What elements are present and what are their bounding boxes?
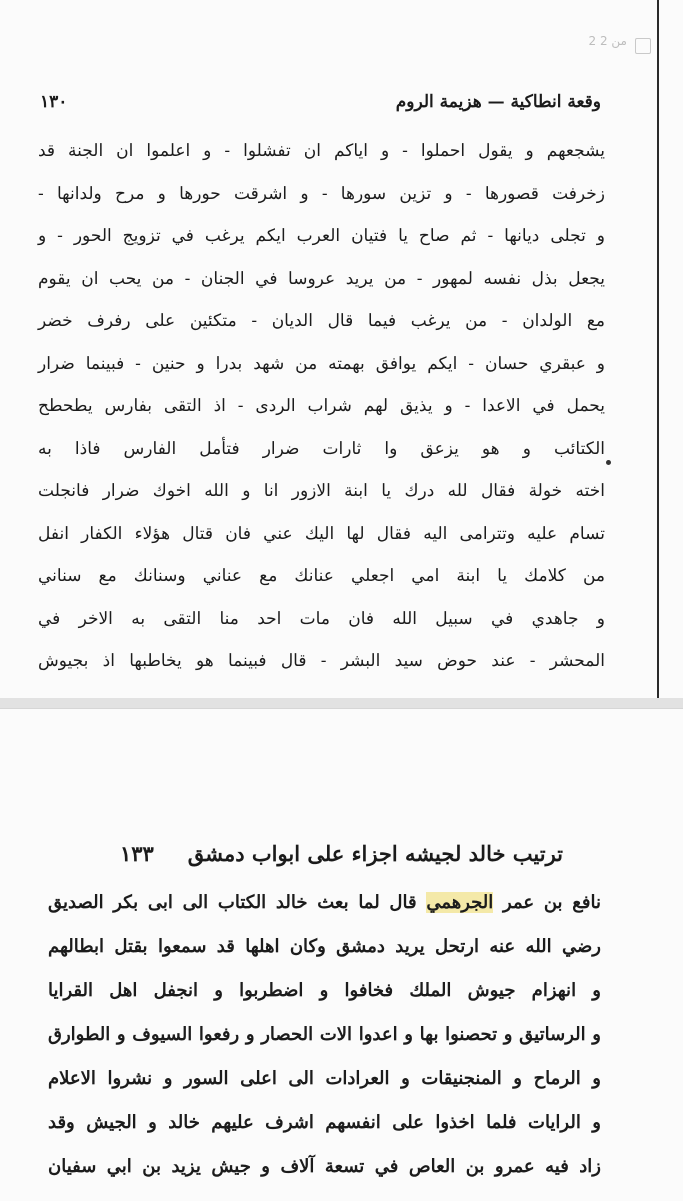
window-icon [635, 38, 651, 54]
text-line: و الرايات فلما اخذوا على انفسهم اشرف عليهم خالد و الجيش وقد [48, 1112, 601, 1133]
page-separator [0, 698, 683, 708]
page-number: ١٣٣ [120, 841, 154, 866]
text-line: تسام عليه وتترامى اليه فقال لها اليك عني فان قتال هؤلاء الكفار انفل [38, 523, 605, 544]
text-line: رضي الله عنه ارتحل يريد دمشق وكان اهلها قد سمعوا بقتل ابطالهم [48, 936, 601, 957]
text-line: و جاهدي في سبيل الله فان مات احد منا التقى به الاخر في [38, 608, 605, 629]
running-title: وقعة انطاكية — هزيمة الروم [395, 92, 601, 112]
text-line: و انهزام جيوش الملك فخافوا و اضطربوا و انجفل اهل القرايا [48, 980, 601, 1001]
text-line: و عبقري حسان - ايكم يوافق بهمته من شهد بدرا و حنين - فبينما ضرار [38, 353, 605, 374]
text-line: و الرساتيق و تحصنوا بها و اعدوا الات الحصار و رفعوا السيوف و الطوارق [48, 1024, 601, 1045]
text-line [48, 881, 601, 925]
text-line: المحشر - عند حوض سيد البشر - قال فبينما هو يخاطبها اذ بجيوش [38, 651, 605, 671]
text-line: و الرماح و المنجنيقات و العرادات الى اعلى السور و نشروا الاعلام [48, 1068, 601, 1089]
margin-mark [606, 460, 611, 465]
text-line: و تجلى ديانها - ثم صاح يا فتيان العرب ايكم يرغب في تزويج الحور - و [38, 226, 605, 246]
running-title: ترتيب خالد لجيشه اجزاء على ابواب دمشق [187, 841, 563, 866]
text-line: مع الولدان - من يرغب فيما قال الديان - متكئين على رفرف خضر [38, 311, 605, 331]
highlighted-word: الجرهمي [426, 892, 494, 913]
line-start: نافع بن عمر [503, 892, 601, 913]
top-page-body [38, 130, 605, 683]
text-line: يحمل في الاعدا - و يذيق لهم شراب الردى - اذ التقى بفارس يطحطح [38, 396, 605, 416]
page-counter: 2 من 2 [588, 34, 627, 48]
text-line: من كلامك يا ابنة امي اجعلي عنانك مع عناني وسنانك مع سناني [38, 566, 605, 586]
text-line: الكتائب و هو يزعق وا ثارات ضرار فتأمل الفارس فاذا به [38, 438, 605, 459]
text-line: زاد فيه عمرو بن العاص في تسعة آلاف و جيش يزيد بن ابي سفيان [48, 1156, 601, 1177]
top-page-header [40, 92, 601, 112]
text-line: زخرفت قصورها - و تزين سورها - و اشرقت حورها و مرح ولدانها - [38, 183, 605, 204]
page-number: ١٣٠ [40, 92, 68, 112]
bottom-page-scan [0, 708, 683, 1201]
text-line: اخته خولة فقال لله درك يا ابنة الازور انا و الله اخوك ضرار فانجلت [38, 481, 605, 501]
text-line: يشجعهم و يقول احملوا - و اياكم ان تفشلوا - و اعلموا ان الجنة قد [38, 141, 605, 161]
text-line: يجعل بذل نفسه لمهور - من يريد عروسا في الجنان - من يحب ان يقوم [38, 268, 605, 289]
line-rest: قال لما بعث خالد الكتاب الى ابى بكر الصديق [48, 892, 417, 913]
bottom-page-body [48, 881, 601, 1189]
page-edge-rule [657, 0, 659, 698]
